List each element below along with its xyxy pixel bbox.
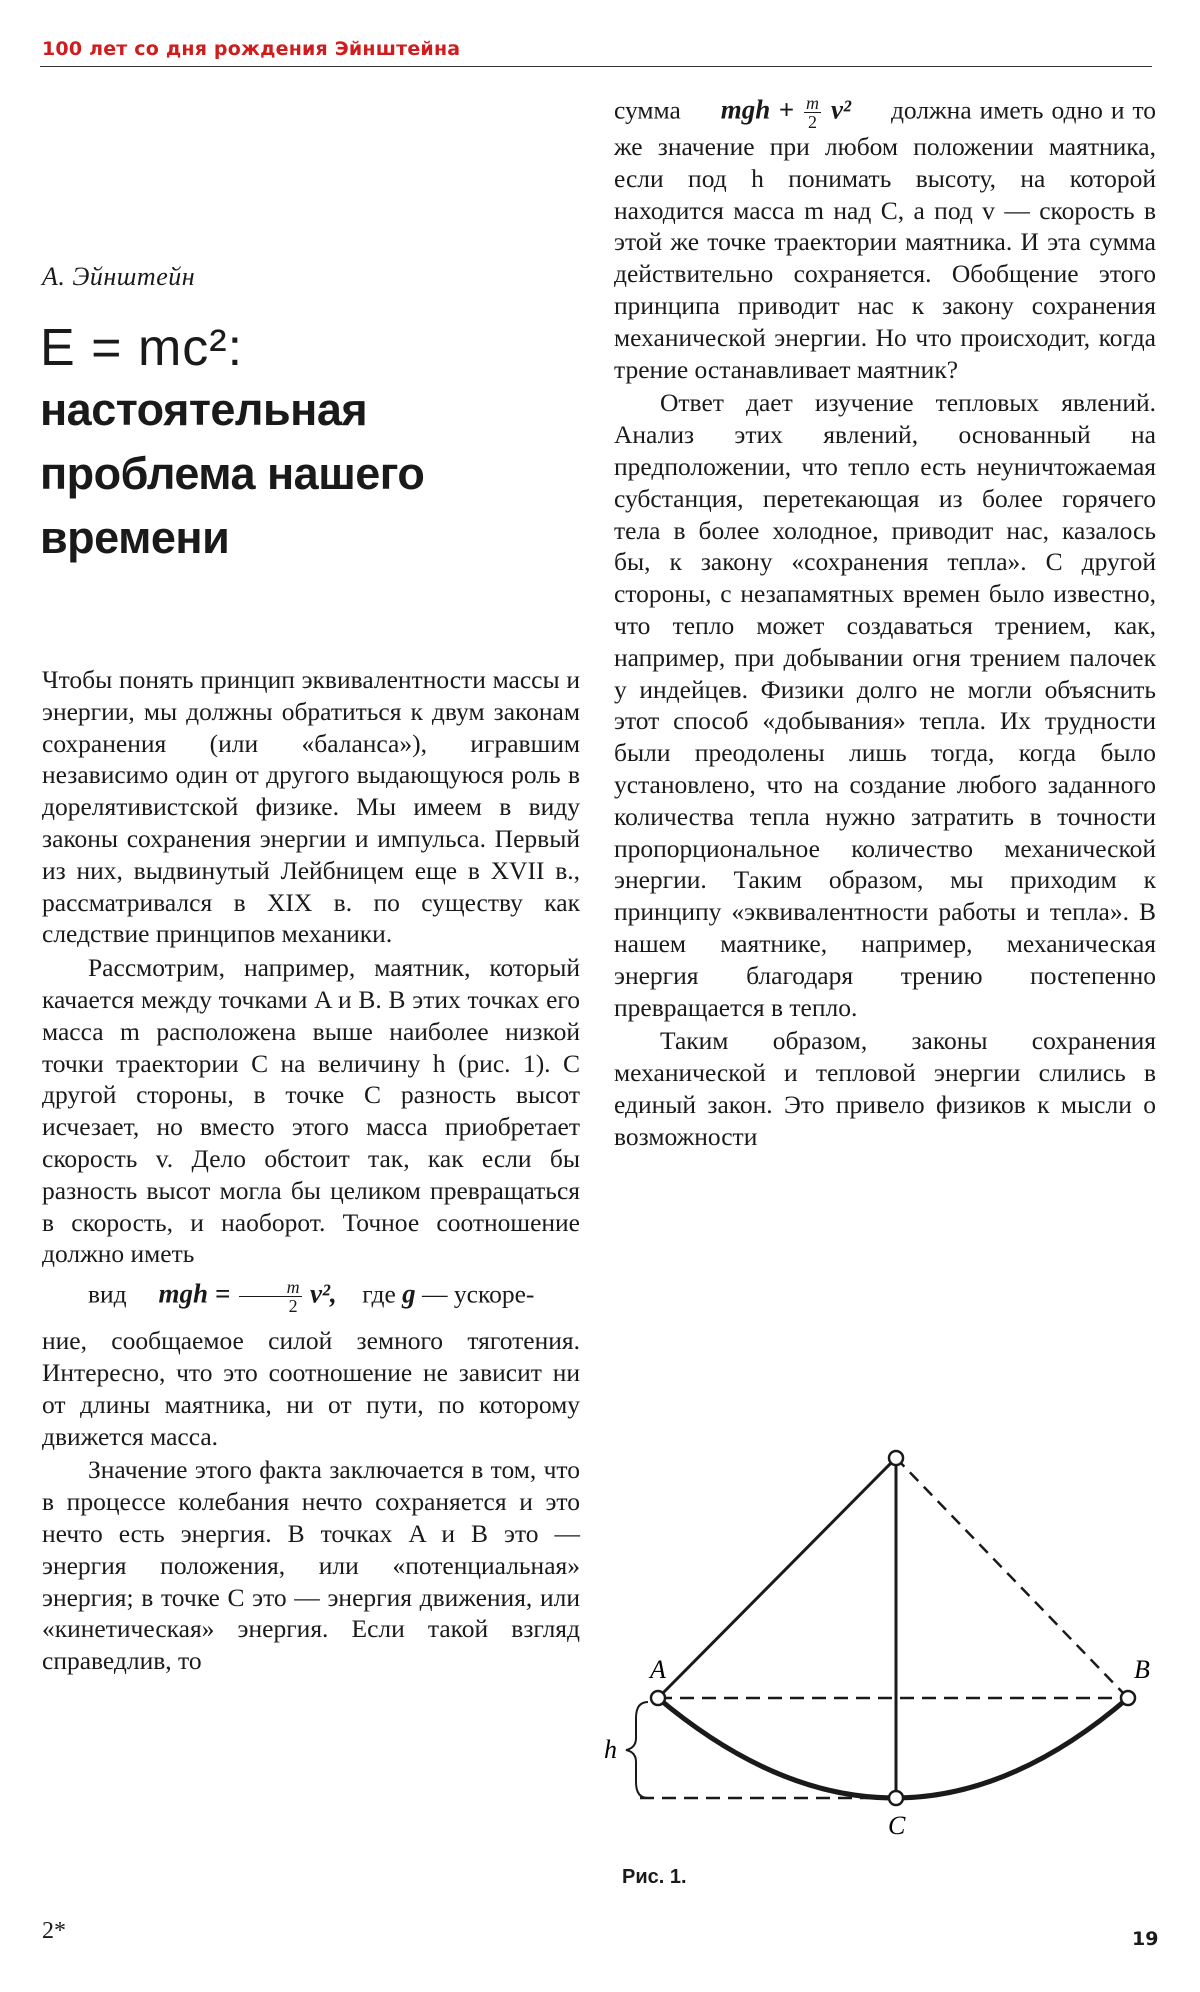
pivot-point bbox=[889, 1451, 903, 1465]
formula-rhs: v², bbox=[309, 1278, 337, 1309]
point-a-label: A bbox=[650, 1655, 666, 1684]
pendulum-string-b bbox=[896, 1458, 1128, 1698]
sum-formula-lhs: mgh + bbox=[720, 94, 794, 125]
point-b-marker bbox=[1121, 1691, 1135, 1705]
pendulum-figure bbox=[600, 1440, 1160, 1840]
article-title: настоятельная проблема нашего времени bbox=[40, 384, 425, 563]
left-paragraph-2 bbox=[42, 952, 580, 1452]
right-paragraph-3: Таким образом, законы сохранения механической и тепловой энергии слились в единый закон. Это привело физиков к мысли о возможности bbox=[614, 1026, 1156, 1151]
left-paragraph-3: Значение этого факта заключается в том, что в процессе колебания нечто сохраняется и это нечто есть энергия. В точках A и B это — энергия положения, или «потенциальная» энергия; в точке C это — энергия движения, или «кинетическая» энергия. Если такой взгляд справедлив, то bbox=[42, 1455, 580, 1676]
formula-fraction bbox=[239, 1278, 302, 1315]
point-b-label: B bbox=[1134, 1655, 1150, 1684]
height-brace bbox=[626, 1702, 648, 1798]
signature-mark: 2* bbox=[42, 1918, 66, 1944]
sum-fraction-denominator: 2 bbox=[807, 112, 817, 132]
running-head: 100 лет со дня рождения Эйнштейна bbox=[42, 38, 461, 60]
left-paragraph-2-continued: ние, сообщаемое силой земного тяготения. Интересно, что это соотношение не зависит ни от длины маятника, ни от пути, по которому движется масса. bbox=[42, 1326, 580, 1451]
must-words: должна иметь bbox=[890, 95, 1044, 125]
article-author: А. Эйнштейн bbox=[42, 262, 196, 291]
right-paragraph-1-continued: одно и то же значение при любом положении маятника, если под h понимать высоту, на которой находится масса m над C, а под v — скорость в этой же точке траектории маятника. И эта сумма действительно сохраняется. Обобщение этого принципа приводит нас к закону сохранения механической энергии. Но что происходит, когда трение останавливает маятник? bbox=[614, 95, 1157, 384]
formula-dash-text: — ускоре- bbox=[422, 1279, 535, 1309]
height-label: h bbox=[604, 1735, 617, 1764]
left-paragraph-1: Чтобы понять принцип эквивалентности массы и энергии, мы должны обратиться к двум законам сохранения (или «баланса»), игравшим независимо один от другого выдающуюся роль в дорелятивистской физике. Мы имеем в виду законы сохранения энергии и импульса. Первый из них, выдвинутый Лейбницем еще в XVII в., рассматривался в XIX в. по существу как следствие принципов механики. bbox=[42, 665, 580, 949]
point-c-marker bbox=[889, 1791, 903, 1805]
sum-formula-rhs: v² bbox=[830, 94, 852, 125]
formula-lhs: mgh = bbox=[158, 1278, 231, 1309]
header-rule bbox=[40, 66, 1152, 67]
pendulum-energy-formula bbox=[42, 1278, 580, 1315]
left-paragraph-2-text: Рассмотрим, например, маятник, который качается между точками A и B. В этих точках его масса m расположена выше наиболее низкой точки траектории C на величину h (рис. 1). С другой стороны, в точке C разность высот исчезает, но вместо этого масса приобретает скорость v. Дело обстоит так, как если бы разность высот могла бы целиком превращаться в скорость, и наоборот. Точное соотношение должно иметь bbox=[42, 953, 580, 1269]
right-paragraph-1 bbox=[614, 94, 1156, 385]
page-number: 19 bbox=[1132, 1928, 1159, 1950]
article-formula-title: E = mc²: bbox=[40, 319, 244, 377]
figure-caption: Рис. 1. bbox=[622, 1866, 687, 1888]
sum-fraction-numerator: m bbox=[805, 93, 819, 113]
formula-g-symbol: g bbox=[402, 1278, 416, 1309]
right-paragraph-2: Ответ дает изучение тепловых явлений. Анализ этих явлений, основанный на предположении, что тепло есть неуничтожаемая субстанция, перетекающая из более горячего тела в более холодное, приводит нас, казалось бы, к закону «сохранения тепла». С другой стороны, с незапамятных времен было известно, что тепло может создаваться трением, как, например, при добывании огня трением палочек у индейцев. Физики долго не могли объяснить этот способ «добывания» тепла. Их трудности были преодолены лишь тогда, когда было установлено, что на создание любого заданного количества тепла нужно затратить в точности пропорциональное количество механической энергии. Таким образом, мы приходим к принципу «эквивалентности работы и тепла». В нашем маятнике, например, механическая энергия благодаря трению постепенно превращается в тепло. bbox=[614, 388, 1156, 1022]
pendulum-string-a bbox=[658, 1458, 896, 1698]
sum-word: сумма bbox=[614, 95, 681, 125]
right-column bbox=[614, 94, 1156, 1153]
formula-where-word: где bbox=[362, 1279, 396, 1309]
left-column bbox=[42, 664, 580, 1677]
sum-formula-fraction bbox=[804, 94, 821, 131]
point-c-label: C bbox=[888, 1811, 906, 1840]
point-a-marker bbox=[651, 1691, 665, 1705]
formula-vid-word: вид bbox=[88, 1279, 127, 1309]
fraction-denominator: 2 bbox=[288, 1296, 298, 1317]
pendulum-arc bbox=[658, 1698, 1128, 1798]
fraction-numerator: m bbox=[239, 1278, 302, 1297]
